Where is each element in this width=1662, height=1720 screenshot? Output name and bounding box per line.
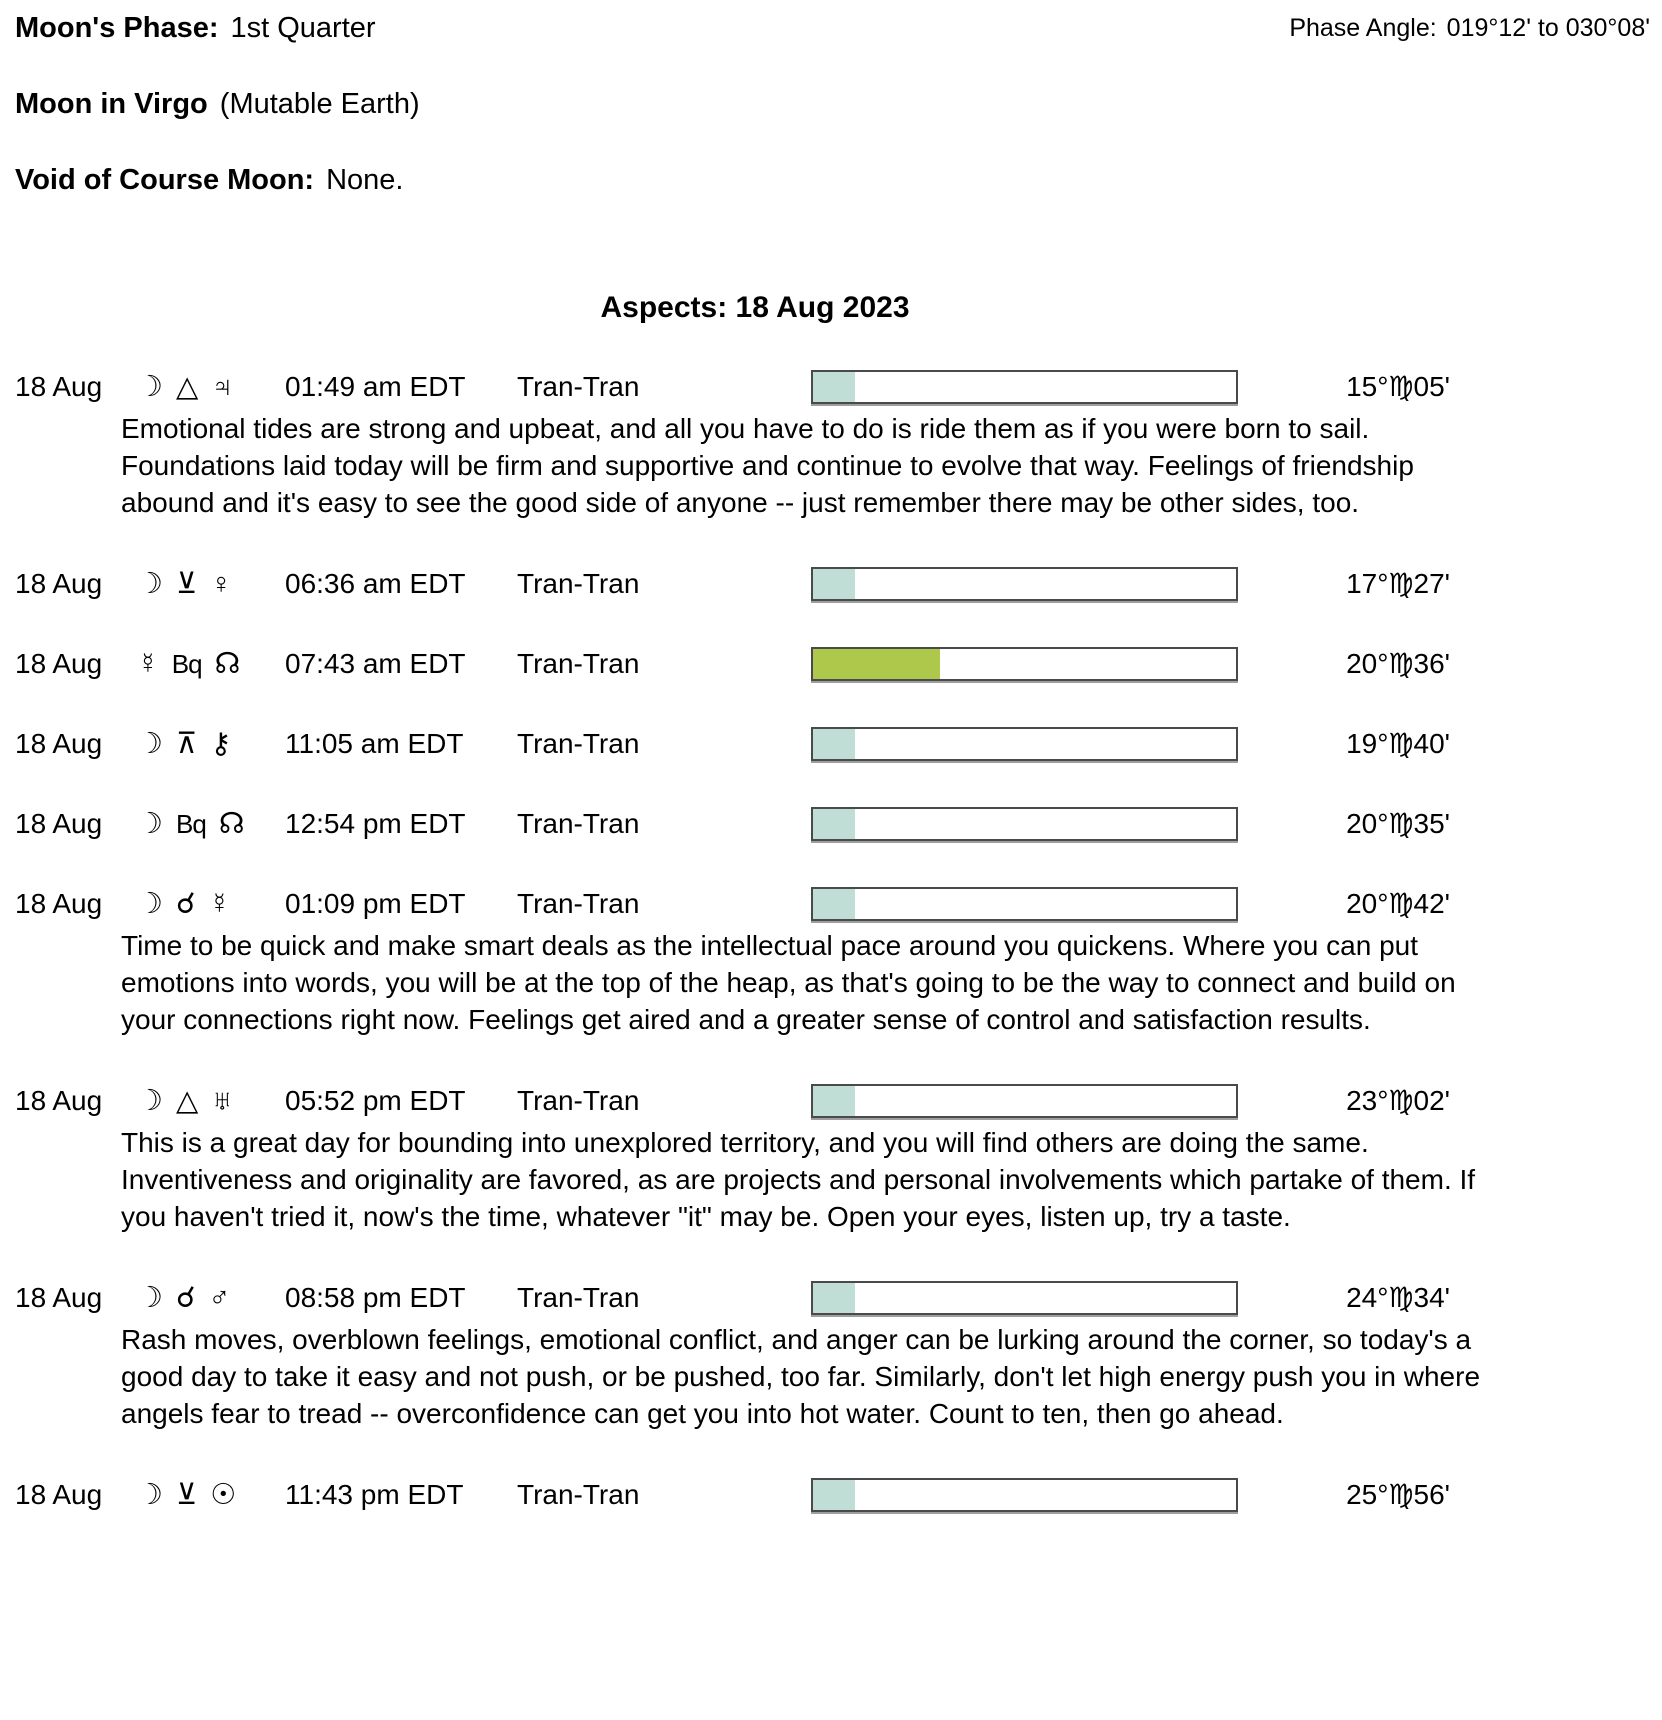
aspect-row	[15, 1281, 1662, 1315]
aspect-entry	[15, 567, 1662, 601]
aspect-date: 18 Aug	[15, 1479, 103, 1510]
moon-sign-label: Moon in Virgo	[15, 88, 208, 120]
aspect-position: 23°♍02'	[1346, 1085, 1450, 1116]
aspect-symbols	[137, 647, 285, 681]
aspect-row	[15, 370, 1662, 404]
orb-progress-fill	[813, 1283, 855, 1313]
aspect-time: 01:09 pm EDT	[285, 888, 466, 919]
moon-sign-line	[15, 88, 1662, 120]
mercury-icon: ☿	[137, 648, 159, 680]
aspect-symbols	[137, 727, 285, 761]
moon-icon: ☽	[137, 888, 163, 920]
moon-icon: ☽	[137, 1479, 163, 1511]
moon-sign-note: (Mutable Earth)	[219, 88, 420, 120]
aspect-description: Rash moves, overblown feelings, emotional conflict, and anger can be lurking around the corner, so today's a good day to take it easy and not push, or be pushed, too far. Similarly, don't let high energy push you in where angels fear to tread -- overconfidence can get you into hot water. Count to ten, then go ahead.	[121, 1324, 1481, 1429]
aspect-symbols	[137, 1281, 285, 1315]
aspect-date: 18 Aug	[15, 888, 103, 919]
aspect-type: Tran-Tran	[517, 1282, 640, 1313]
aspect-row	[15, 807, 1662, 841]
aspect-row	[15, 727, 1662, 761]
aspect-entry	[15, 647, 1662, 681]
moon-icon: ☽	[137, 371, 163, 403]
aspect-entry	[15, 727, 1662, 761]
orb-progress-bar	[811, 1281, 1238, 1315]
aspect-date: 18 Aug	[15, 808, 103, 839]
phase-angle-value: 019°12' to 030°08'	[1446, 14, 1650, 42]
aspect-entry	[15, 887, 1662, 1038]
aspect-description: Emotional tides are strong and upbeat, and all you have to do is ride them as if you were born to sail. Foundations laid today will be firm and supportive and continue to evolve that way. Feelings of friendship abound and it's easy to see the good side of anyone -- just remember there may be other sides, too.	[121, 413, 1414, 518]
orb-progress-bar	[811, 807, 1238, 841]
aspect-date: 18 Aug	[15, 371, 103, 402]
aspect-time: 06:36 am EDT	[285, 568, 466, 599]
orb-progress-fill	[813, 1480, 855, 1510]
aspect-description: Time to be quick and make smart deals as the intellectual pace around you quickens. Where you can put emotions into words, you will be at the top of the heap, as that's going to be the way to connect and build on your connections right now. Feelings get aired and a greater sense of control and satisfaction results.	[121, 930, 1456, 1035]
orb-progress-fill	[813, 889, 855, 919]
aspect-type: Tran-Tran	[517, 648, 640, 679]
orb-progress-bar	[811, 1084, 1238, 1118]
aspect-date: 18 Aug	[15, 1085, 103, 1116]
aspect-row	[15, 887, 1662, 921]
aspect-symbols	[137, 1478, 285, 1512]
aspect-symbols	[137, 807, 285, 841]
aspect-entry	[15, 370, 1662, 521]
aspect-entry	[15, 1478, 1662, 1512]
aspect-type: Tran-Tran	[517, 1479, 640, 1510]
aspect-time: 01:49 am EDT	[285, 371, 466, 402]
uranus-icon: ♅	[211, 1085, 234, 1117]
aspect-type: Tran-Tran	[517, 808, 640, 839]
semisextile-icon: ⊻	[176, 1479, 198, 1511]
aspect-type: Tran-Tran	[517, 728, 640, 759]
aspect-date: 18 Aug	[15, 568, 103, 599]
aspect-row	[15, 1084, 1662, 1118]
aspect-symbols	[137, 370, 285, 404]
aspect-position: 20°♍42'	[1346, 888, 1450, 919]
aspect-time: 12:54 pm EDT	[285, 808, 466, 839]
aspect-symbols	[137, 1084, 285, 1118]
void-of-course-value: None.	[326, 164, 404, 196]
chiron-icon: ⚷	[210, 728, 232, 760]
aspect-time: 05:52 pm EDT	[285, 1085, 466, 1116]
aspect-time: 08:58 pm EDT	[285, 1282, 466, 1313]
orb-progress-fill	[813, 809, 855, 839]
aspect-position: 24°♍34'	[1346, 1282, 1450, 1313]
aspect-row	[15, 647, 1662, 681]
north-node-icon: ☊	[214, 648, 241, 680]
aspect-list	[15, 370, 1662, 1512]
aspect-date: 18 Aug	[15, 1282, 103, 1313]
moon-phase-value: 1st Quarter	[230, 12, 376, 44]
aspect-description: This is a great day for bounding into unexplored territory, and you will find others are doing the same. Inventiveness and originality are favored, as are projects and personal involvements which partake of them. If you haven't tried it, now's the time, whatever "it" may be. Open your eyes, listen up, try a taste.	[121, 1127, 1476, 1232]
aspect-time: 07:43 am EDT	[285, 648, 466, 679]
moon-icon: ☽	[137, 1085, 163, 1117]
aspect-entry	[15, 1084, 1662, 1235]
aspect-symbols	[137, 567, 285, 601]
aspect-symbols	[137, 887, 285, 921]
orb-progress-fill	[813, 372, 855, 402]
conjunction-icon: ☌	[176, 1282, 196, 1314]
moon-icon: ☽	[137, 568, 163, 600]
void-of-course-line	[15, 164, 1662, 196]
orb-progress-bar	[811, 727, 1238, 761]
aspect-position: 25°♍56'	[1346, 1479, 1450, 1510]
moon-icon: ☽	[137, 1282, 163, 1314]
aspect-position: 20°♍36'	[1346, 648, 1450, 679]
mars-icon: ♂	[208, 1282, 231, 1314]
moon-phase-label: Moon's Phase:	[15, 12, 219, 44]
aspect-row	[15, 567, 1662, 601]
sun-icon: ☉	[210, 1479, 237, 1511]
phase-angle	[1289, 14, 1650, 42]
aspect-type: Tran-Tran	[517, 1085, 640, 1116]
void-of-course-label: Void of Course Moon:	[15, 164, 315, 196]
aspect-type: Tran-Tran	[517, 568, 640, 599]
aspect-position: 20°♍35'	[1346, 808, 1450, 839]
aspect-type: Tran-Tran	[517, 371, 640, 402]
trine-icon: △	[176, 1085, 199, 1117]
aspect-entry	[15, 1281, 1662, 1432]
moon-icon: ☽	[137, 808, 163, 840]
orb-progress-fill	[813, 649, 940, 679]
orb-progress-bar	[811, 370, 1238, 404]
aspect-type: Tran-Tran	[517, 888, 640, 919]
aspect-position: 15°♍05'	[1346, 371, 1450, 402]
jupiter-icon: ♃	[211, 371, 234, 403]
conjunction-icon: ☌	[176, 888, 196, 920]
venus-icon: ♀	[210, 568, 232, 600]
aspect-position: 17°♍27'	[1346, 568, 1450, 599]
aspect-date: 18 Aug	[15, 648, 103, 679]
biquintile-icon: Bq	[176, 809, 206, 839]
aspect-row	[15, 1478, 1662, 1512]
trine-icon: △	[176, 371, 199, 403]
aspect-time: 11:43 pm EDT	[285, 1479, 464, 1510]
aspects-title: Aspects: 18 Aug 2023	[600, 291, 910, 324]
aspect-time: 11:05 am EDT	[285, 728, 464, 759]
biquintile-icon: Bq	[171, 649, 202, 679]
phase-angle-label: Phase Angle:	[1289, 14, 1437, 42]
orb-progress-fill	[813, 1086, 855, 1116]
aspect-entry	[15, 807, 1662, 841]
orb-progress-bar	[811, 647, 1238, 681]
aspect-position: 19°♍40'	[1346, 728, 1450, 759]
aspect-date: 18 Aug	[15, 728, 103, 759]
semisextile-icon: ⊻	[176, 568, 198, 600]
orb-progress-bar	[811, 1478, 1238, 1512]
north-node-icon: ☊	[218, 808, 245, 840]
mercury-icon: ☿	[208, 888, 231, 920]
orb-progress-fill	[813, 729, 855, 759]
quincunx-icon: ⊼	[176, 728, 198, 760]
orb-progress-fill	[813, 569, 855, 599]
moon-icon: ☽	[137, 728, 163, 760]
orb-progress-bar	[811, 567, 1238, 601]
orb-progress-bar	[811, 887, 1238, 921]
